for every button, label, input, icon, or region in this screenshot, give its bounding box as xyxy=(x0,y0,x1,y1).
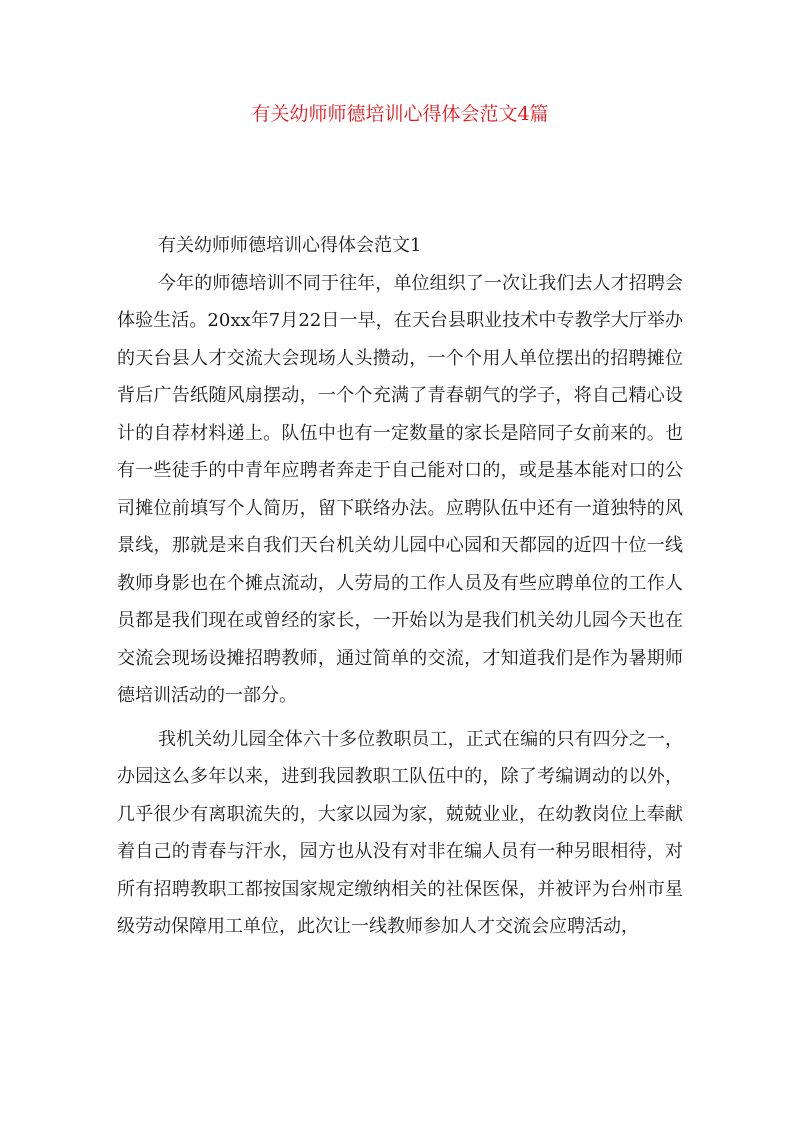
document-body xyxy=(117,227,683,946)
paragraph-2: 我机关幼儿园全体六十多位教职员工，正式在编的只有四分之一，办园这么多年以来，进到我园教职工队伍中的，除了考编调动的以外，几乎很少有离职流失的，大家以园为家，兢兢业业，在幼教岗位上奉献着自己的青春与汗水，园方也从没有对非在编人员有一种另眼相待，对所有招聘教职工都按国家规定缴纳相关的社保医保，并被评为台州市星级劳动保障用工单位，此次让一线教师参加人才交流会应聘活动， xyxy=(117,728,683,937)
paragraph-1: 今年的师德培训不同于往年，单位组织了一次让我们去人才招聘会体验生活。20xx年7月22日一早，在天台县职业技术中专教学大厅举办的天台县人才交流大会现场人头攒动，一个个用人单位摆出的招聘摊位背后广告纸随风扇摆动，一个个充满了青春朝气的学子，将自己精心设计的自荐材料递上。队伍中也有一定数量的家长是陪同子女前来的。也有一些徒手的中青年应聘者奔走于自己能对口的，或是基本能对口的公司摊位前填写个人简历，留下联络办法。应聘队伍中还有一道独特的风景线，那就是来自我们天台机关幼儿园中心园和天都园的近四十位一线教师身影也在个摊点流动，人劳局的工作人员及有些应聘单位的工作人员都是我们现在或曾经的家长，一开始以为是我们机关幼儿园今天也在交流会现场设摊招聘教师，通过简单的交流，才知道我们是作为暑期师德培训活动的一部分。 xyxy=(117,272,683,706)
document-title: 有关幼师师德培训心得体会范文4篇 xyxy=(251,103,549,125)
section-heading: 有关幼师师德培训心得体会范文1 xyxy=(158,235,422,256)
